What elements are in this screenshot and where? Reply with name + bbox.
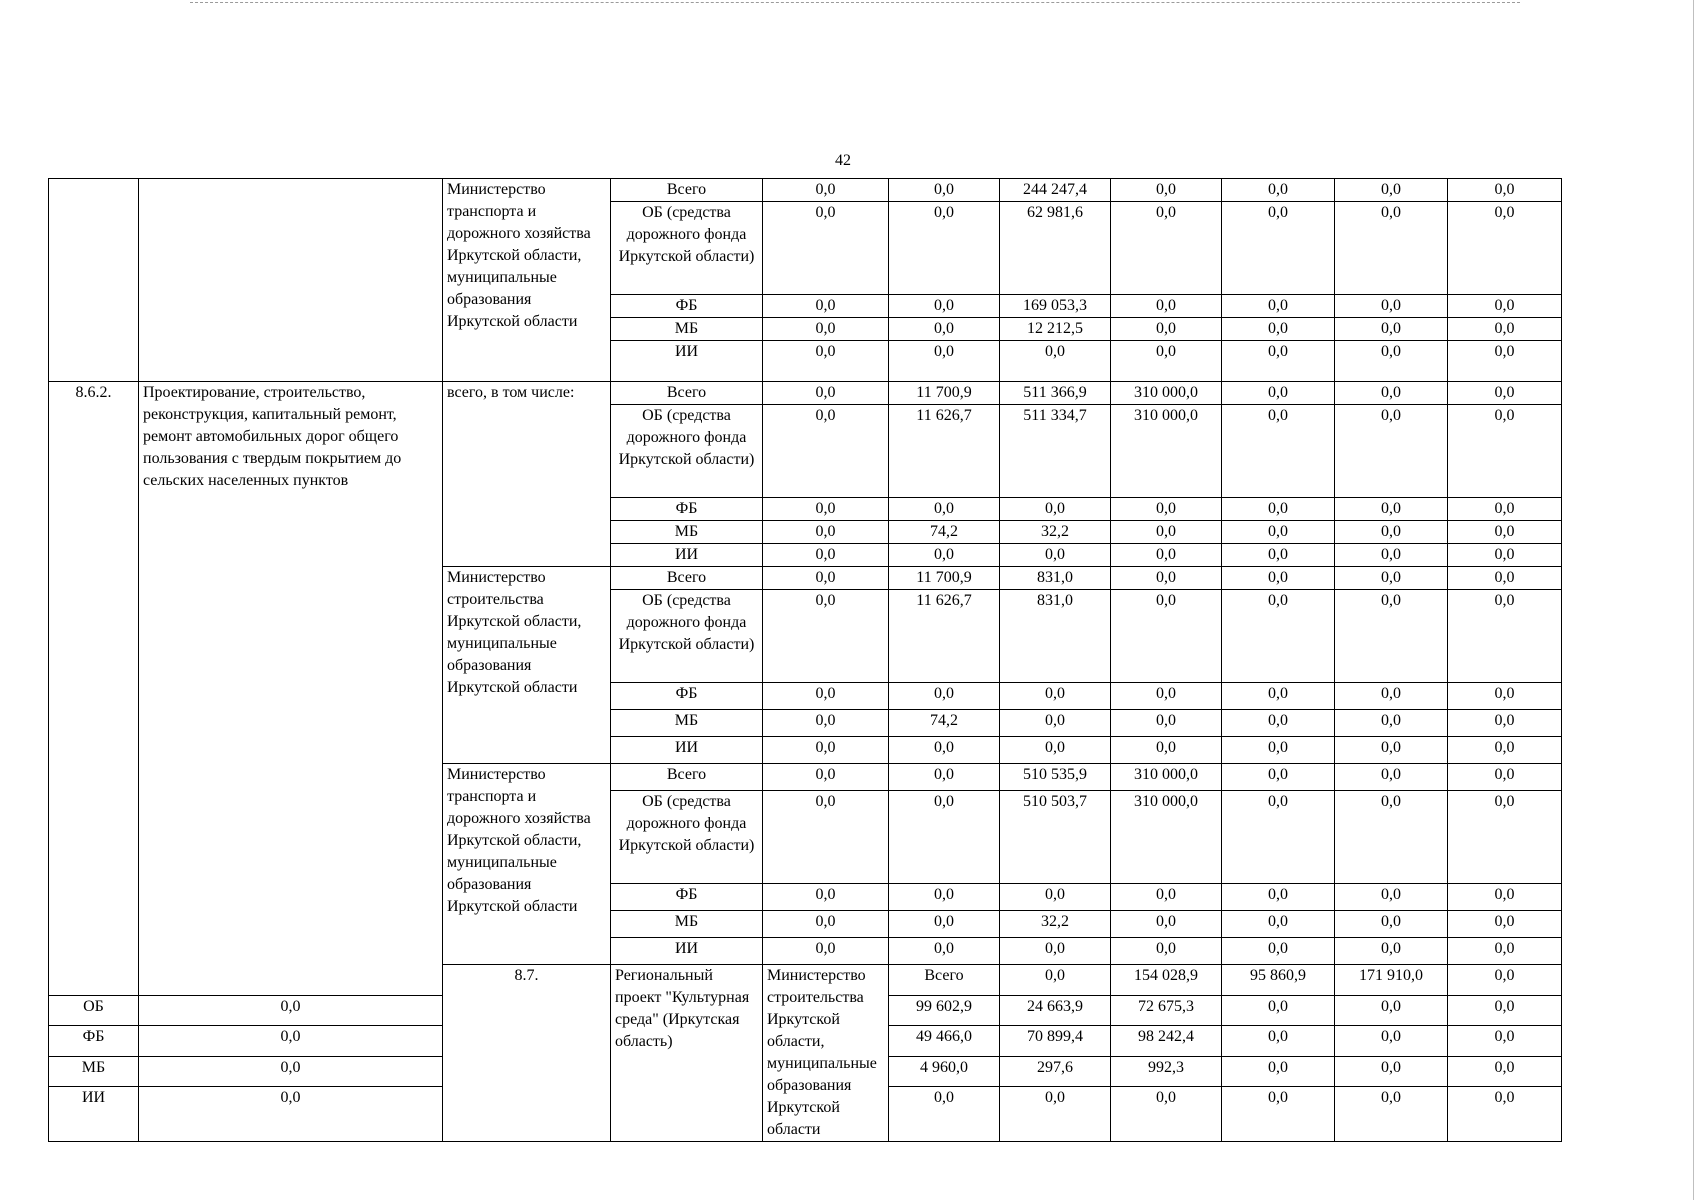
- amount-cell: 98 242,4: [1111, 1026, 1222, 1057]
- funding-source-cell: ФБ: [49, 1026, 139, 1057]
- amount-cell: 32,2: [1000, 911, 1111, 938]
- amount-cell: 0,0: [1222, 1026, 1335, 1057]
- amount-cell: 0,0: [1111, 567, 1222, 590]
- amount-cell: 0,0: [1222, 498, 1335, 521]
- amount-cell: 0,0: [1448, 179, 1562, 202]
- amount-cell: 0,0: [1222, 737, 1335, 764]
- funding-source-cell: ФБ: [611, 884, 763, 911]
- amount-cell: 0,0: [1111, 1087, 1222, 1142]
- amount-cell: 0,0: [1335, 911, 1448, 938]
- amount-cell: 95 860,9: [1222, 965, 1335, 996]
- funding-source-cell: ФБ: [611, 498, 763, 521]
- amount-cell: 0,0: [1448, 1056, 1562, 1087]
- amount-cell: 0,0: [763, 341, 889, 382]
- scan-right-edge: [1693, 0, 1694, 1200]
- item-name-cell: Региональный проект "Культурная среда" (Иркутская область): [611, 965, 763, 1142]
- amount-cell: 99 602,9: [889, 995, 1000, 1026]
- amount-cell: 0,0: [1222, 938, 1335, 965]
- amount-cell: 297,6: [1000, 1056, 1111, 1087]
- amount-cell: 510 503,7: [1000, 791, 1111, 884]
- amount-cell: 4 960,0: [889, 1056, 1000, 1087]
- amount-cell: 0,0: [1111, 590, 1222, 683]
- amount-cell: 0,0: [1000, 683, 1111, 710]
- funding-source-cell: ИИ: [611, 938, 763, 965]
- amount-cell: 511 334,7: [1000, 405, 1111, 498]
- amount-cell: 510 535,9: [1000, 764, 1111, 791]
- amount-cell: 0,0: [763, 737, 889, 764]
- amount-cell: 0,0: [1335, 1026, 1448, 1057]
- amount-cell: 0,0: [1222, 295, 1335, 318]
- amount-cell: 831,0: [1000, 567, 1111, 590]
- amount-cell: 0,0: [1448, 683, 1562, 710]
- item-name-cell: Проектирование, строительство, реконструкция, капитальный ремонт, ремонт автомобильных дорог общего пользования с твердым покрытием до сельских населенных пунктов: [139, 382, 443, 996]
- amount-cell: 0,0: [1448, 295, 1562, 318]
- funding-source-cell: МБ: [611, 911, 763, 938]
- amount-cell: 74,2: [889, 710, 1000, 737]
- amount-cell: 0,0: [1222, 1056, 1335, 1087]
- amount-cell: 0,0: [1448, 965, 1562, 996]
- executor-cell: Министерство транспорта и дорожного хозяйства Иркутской области, муниципальные образования Иркутской области: [443, 764, 611, 965]
- amount-cell: 0,0: [1111, 683, 1222, 710]
- amount-cell: 0,0: [1448, 1087, 1562, 1142]
- amount-cell: 0,0: [1000, 544, 1111, 567]
- amount-cell: 0,0: [1448, 202, 1562, 295]
- item-number-cell: 8.6.2.: [49, 382, 139, 996]
- funding-source-cell: ИИ: [611, 341, 763, 382]
- amount-cell: 310 000,0: [1111, 405, 1222, 498]
- amount-cell: 0,0: [1448, 995, 1562, 1026]
- amount-cell: 0,0: [1335, 710, 1448, 737]
- amount-cell: 0,0: [1222, 1087, 1335, 1142]
- amount-cell: 0,0: [1111, 911, 1222, 938]
- amount-cell: 0,0: [1448, 737, 1562, 764]
- amount-cell: 0,0: [1335, 995, 1448, 1026]
- scan-border-line: [190, 2, 1520, 3]
- funding-source-cell: МБ: [611, 710, 763, 737]
- amount-cell: 0,0: [139, 1026, 443, 1057]
- amount-cell: 0,0: [889, 202, 1000, 295]
- amount-cell: 0,0: [1335, 737, 1448, 764]
- amount-cell: 0,0: [1222, 318, 1335, 341]
- amount-cell: 0,0: [1335, 683, 1448, 710]
- amount-cell: 0,0: [763, 544, 889, 567]
- amount-cell: 0,0: [889, 683, 1000, 710]
- funding-source-cell: Всего: [611, 764, 763, 791]
- funding-source-cell: ОБ (средства дорожного фонда Иркутской области): [611, 202, 763, 295]
- amount-cell: 0,0: [1448, 911, 1562, 938]
- funding-source-cell: ИИ: [611, 544, 763, 567]
- budget-table: [48, 178, 1562, 1142]
- amount-cell: 0,0: [1448, 521, 1562, 544]
- table-body: [49, 179, 1562, 1142]
- amount-cell: 310 000,0: [1111, 791, 1222, 884]
- amount-cell: 0,0: [1111, 341, 1222, 382]
- amount-cell: 0,0: [1335, 1087, 1448, 1142]
- amount-cell: 0,0: [1335, 590, 1448, 683]
- amount-cell: 0,0: [1222, 911, 1335, 938]
- amount-cell: 0,0: [1000, 341, 1111, 382]
- amount-cell: 0,0: [1448, 318, 1562, 341]
- amount-cell: 0,0: [139, 1056, 443, 1087]
- amount-cell: 0,0: [1222, 544, 1335, 567]
- amount-cell: 0,0: [1448, 938, 1562, 965]
- amount-cell: 0,0: [1448, 544, 1562, 567]
- funding-source-cell: Всего: [889, 965, 1000, 996]
- amount-cell: 0,0: [1222, 521, 1335, 544]
- amount-cell: 0,0: [1222, 995, 1335, 1026]
- amount-cell: 0,0: [1111, 710, 1222, 737]
- amount-cell: 0,0: [1111, 884, 1222, 911]
- amount-cell: 0,0: [763, 567, 889, 590]
- amount-cell: 0,0: [1222, 202, 1335, 295]
- amount-cell: 0,0: [889, 737, 1000, 764]
- amount-cell: 0,0: [889, 884, 1000, 911]
- amount-cell: 0,0: [1448, 590, 1562, 683]
- amount-cell: 11 700,9: [889, 382, 1000, 405]
- amount-cell: 0,0: [1448, 567, 1562, 590]
- funding-source-cell: ИИ: [49, 1087, 139, 1142]
- amount-cell: 0,0: [1335, 1056, 1448, 1087]
- amount-cell: 0,0: [1111, 179, 1222, 202]
- amount-cell: 0,0: [763, 318, 889, 341]
- amount-cell: 0,0: [139, 1087, 443, 1142]
- amount-cell: 511 366,9: [1000, 382, 1111, 405]
- amount-cell: 0,0: [763, 884, 889, 911]
- amount-cell: 0,0: [1335, 791, 1448, 884]
- amount-cell: 0,0: [763, 791, 889, 884]
- amount-cell: 0,0: [763, 590, 889, 683]
- amount-cell: 0,0: [763, 498, 889, 521]
- amount-cell: 0,0: [1335, 884, 1448, 911]
- amount-cell: 831,0: [1000, 590, 1111, 683]
- funding-source-cell: МБ: [611, 318, 763, 341]
- amount-cell: 0,0: [1111, 938, 1222, 965]
- amount-cell: 74,2: [889, 521, 1000, 544]
- funding-source-cell: МБ: [611, 521, 763, 544]
- amount-cell: 0,0: [763, 202, 889, 295]
- amount-cell: 32,2: [1000, 521, 1111, 544]
- amount-cell: 0,0: [1222, 683, 1335, 710]
- amount-cell: 0,0: [1222, 884, 1335, 911]
- amount-cell: 0,0: [1335, 544, 1448, 567]
- amount-cell: 0,0: [763, 764, 889, 791]
- amount-cell: 0,0: [889, 341, 1000, 382]
- amount-cell: 0,0: [889, 318, 1000, 341]
- amount-cell: 0,0: [1000, 710, 1111, 737]
- amount-cell: 310 000,0: [1111, 764, 1222, 791]
- funding-source-cell: МБ: [49, 1056, 139, 1087]
- amount-cell: 169 053,3: [1000, 295, 1111, 318]
- amount-cell: 49 466,0: [889, 1026, 1000, 1057]
- amount-cell: 0,0: [763, 295, 889, 318]
- amount-cell: 11 626,7: [889, 405, 1000, 498]
- funding-source-cell: ИИ: [611, 737, 763, 764]
- table-row: [49, 179, 1562, 202]
- amount-cell: 0,0: [1222, 382, 1335, 405]
- funding-source-cell: ФБ: [611, 295, 763, 318]
- amount-cell: 11 700,9: [889, 567, 1000, 590]
- amount-cell: 0,0: [889, 791, 1000, 884]
- amount-cell: 171 910,0: [1335, 965, 1448, 996]
- executor-cell: Министерство транспорта и дорожного хозяйства Иркутской области, муниципальные образования Иркутской области: [443, 179, 611, 382]
- amount-cell: 310 000,0: [1111, 382, 1222, 405]
- amount-cell: 0,0: [1111, 295, 1222, 318]
- amount-cell: 0,0: [1222, 405, 1335, 498]
- table-row: [49, 382, 1562, 405]
- executor-cell: всего, в том числе:: [443, 382, 611, 567]
- amount-cell: 0,0: [1000, 498, 1111, 521]
- amount-cell: 0,0: [1335, 521, 1448, 544]
- executor-cell: Министерство строительства Иркутской области, муниципальные образования Иркутской области: [763, 965, 889, 1142]
- amount-cell: 154 028,9: [1111, 965, 1222, 996]
- amount-cell: 0,0: [139, 995, 443, 1026]
- amount-cell: 0,0: [763, 405, 889, 498]
- executor-cell: Министерство строительства Иркутской области, муниципальные образования Иркутской области: [443, 567, 611, 764]
- funding-source-cell: ОБ: [49, 995, 139, 1026]
- page-number: 42: [835, 152, 851, 169]
- amount-cell: 62 981,6: [1000, 202, 1111, 295]
- amount-cell: 0,0: [1448, 405, 1562, 498]
- amount-cell: 0,0: [889, 764, 1000, 791]
- amount-cell: 70 899,4: [1000, 1026, 1111, 1057]
- funding-source-cell: Всего: [611, 179, 763, 202]
- amount-cell: 0,0: [889, 1087, 1000, 1142]
- amount-cell: 0,0: [763, 683, 889, 710]
- amount-cell: 0,0: [1335, 498, 1448, 521]
- amount-cell: 11 626,7: [889, 590, 1000, 683]
- amount-cell: 0,0: [1448, 791, 1562, 884]
- amount-cell: 0,0: [1111, 498, 1222, 521]
- amount-cell: 0,0: [1222, 590, 1335, 683]
- amount-cell: 0,0: [889, 295, 1000, 318]
- amount-cell: 0,0: [1448, 382, 1562, 405]
- amount-cell: 0,0: [889, 544, 1000, 567]
- amount-cell: 0,0: [763, 938, 889, 965]
- item-number-cell: [49, 179, 139, 382]
- item-name-cell: [139, 179, 443, 382]
- amount-cell: 0,0: [1000, 1087, 1111, 1142]
- amount-cell: 0,0: [1000, 938, 1111, 965]
- amount-cell: 0,0: [1335, 405, 1448, 498]
- amount-cell: 0,0: [763, 710, 889, 737]
- funding-source-cell: Всего: [611, 382, 763, 405]
- amount-cell: 0,0: [763, 911, 889, 938]
- item-number-cell: 8.7.: [443, 965, 611, 1142]
- amount-cell: 0,0: [1000, 965, 1111, 996]
- amount-cell: 0,0: [1335, 295, 1448, 318]
- amount-cell: 0,0: [1335, 764, 1448, 791]
- amount-cell: 24 663,9: [1000, 995, 1111, 1026]
- funding-source-cell: ОБ (средства дорожного фонда Иркутской области): [611, 590, 763, 683]
- amount-cell: 0,0: [1335, 179, 1448, 202]
- amount-cell: 0,0: [1335, 202, 1448, 295]
- amount-cell: 244 247,4: [1000, 179, 1111, 202]
- amount-cell: 992,3: [1111, 1056, 1222, 1087]
- amount-cell: 0,0: [1222, 179, 1335, 202]
- amount-cell: 0,0: [889, 498, 1000, 521]
- amount-cell: 0,0: [1111, 544, 1222, 567]
- amount-cell: 0,0: [1000, 884, 1111, 911]
- amount-cell: 0,0: [1111, 318, 1222, 341]
- amount-cell: 72 675,3: [1111, 995, 1222, 1026]
- amount-cell: 0,0: [1448, 764, 1562, 791]
- amount-cell: 0,0: [1000, 737, 1111, 764]
- amount-cell: 0,0: [1111, 202, 1222, 295]
- amount-cell: 0,0: [1335, 938, 1448, 965]
- amount-cell: 0,0: [1111, 521, 1222, 544]
- amount-cell: 0,0: [1222, 710, 1335, 737]
- amount-cell: 0,0: [1335, 567, 1448, 590]
- amount-cell: 0,0: [1448, 341, 1562, 382]
- funding-source-cell: Всего: [611, 567, 763, 590]
- amount-cell: 0,0: [763, 179, 889, 202]
- amount-cell: 0,0: [763, 382, 889, 405]
- amount-cell: 0,0: [1222, 567, 1335, 590]
- amount-cell: 0,0: [1222, 341, 1335, 382]
- amount-cell: 0,0: [889, 938, 1000, 965]
- amount-cell: 0,0: [1335, 341, 1448, 382]
- amount-cell: 0,0: [1335, 318, 1448, 341]
- amount-cell: 0,0: [1448, 884, 1562, 911]
- funding-source-cell: ОБ (средства дорожного фонда Иркутской области): [611, 405, 763, 498]
- amount-cell: 0,0: [1222, 764, 1335, 791]
- amount-cell: 0,0: [1448, 710, 1562, 737]
- amount-cell: 0,0: [889, 179, 1000, 202]
- amount-cell: 0,0: [1448, 498, 1562, 521]
- amount-cell: 0,0: [1335, 382, 1448, 405]
- amount-cell: 12 212,5: [1000, 318, 1111, 341]
- amount-cell: 0,0: [763, 521, 889, 544]
- amount-cell: 0,0: [889, 911, 1000, 938]
- funding-source-cell: ОБ (средства дорожного фонда Иркутской области): [611, 791, 763, 884]
- amount-cell: 0,0: [1448, 1026, 1562, 1057]
- amount-cell: 0,0: [1222, 791, 1335, 884]
- funding-source-cell: ФБ: [611, 683, 763, 710]
- amount-cell: 0,0: [1111, 737, 1222, 764]
